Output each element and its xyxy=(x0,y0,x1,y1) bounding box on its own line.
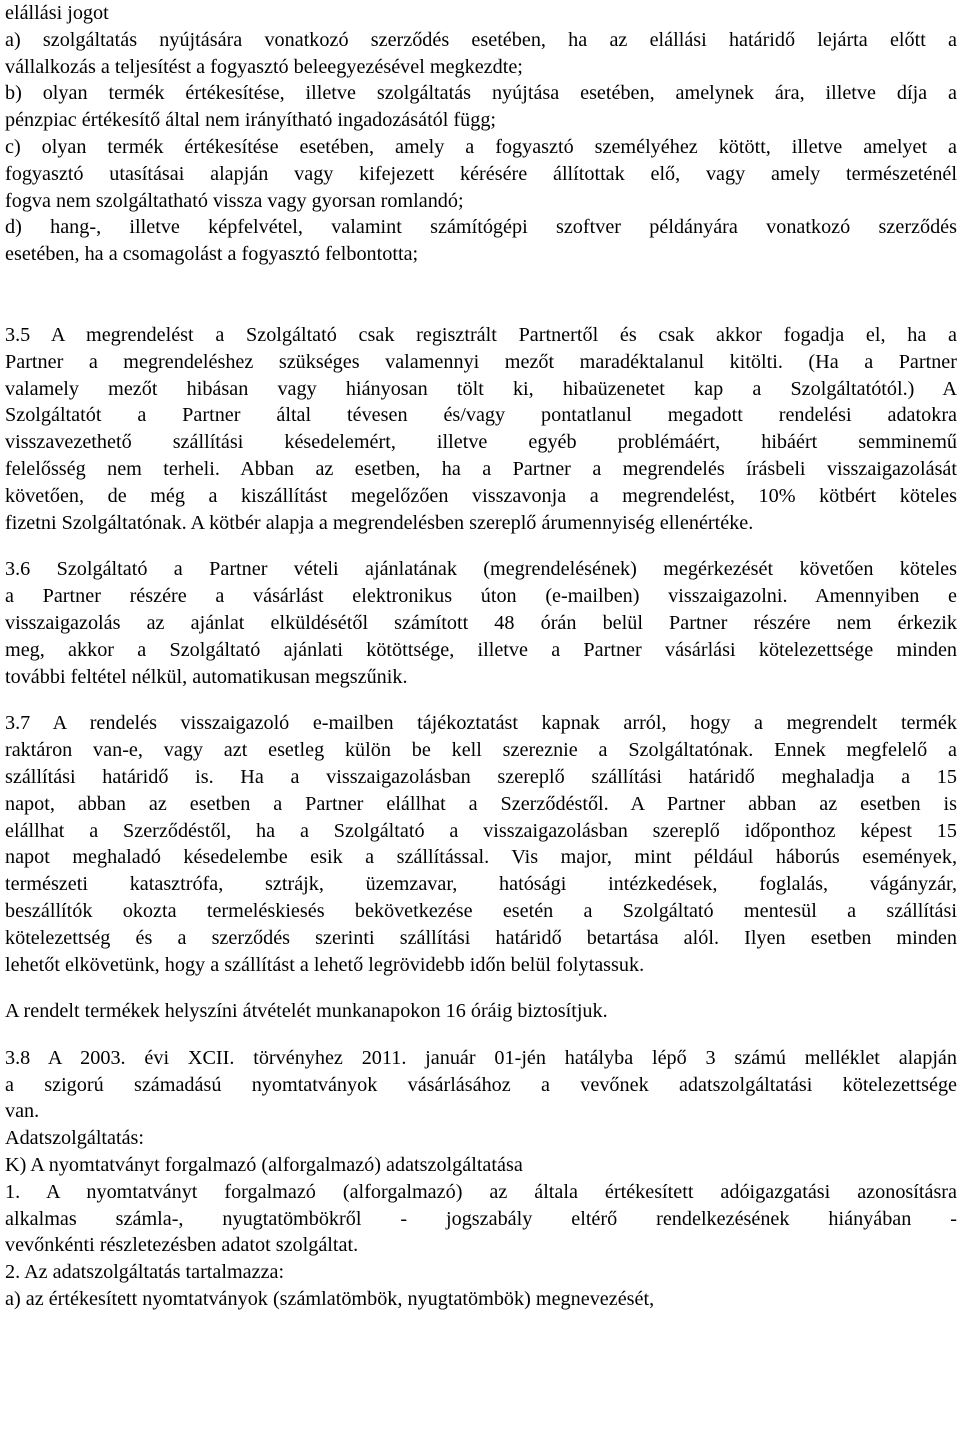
section-3-6 xyxy=(5,556,957,690)
text-line: a Partner részére a vásárlást elektronikus úton (e-mailben) visszaigazolni. Amennyiben e xyxy=(5,585,957,608)
text-line: K) A nyomtatványt forgalmazó (alforgalmazó) adatszolgáltatása xyxy=(5,1153,523,1176)
paragraph-spacer xyxy=(5,1025,957,1045)
section-3-5 xyxy=(5,322,957,536)
text-line: további feltétel nélkül, automatikusan megszűnik. xyxy=(5,665,408,688)
pickup-note-block xyxy=(5,998,957,1025)
text-line: fizetni Szolgáltatónak. A kötbér alapja a megrendelésben szereplő árumennyiség ellenértéke. xyxy=(5,511,754,534)
text-line: 2. Az adatszolgáltatás tartalmazza: xyxy=(5,1261,285,1284)
text-line: a szigorú számadású nyomtatványok vásárlásához a vevőnek adatszolgáltatási kötelezettsége xyxy=(5,1073,957,1096)
text-line: meg, akkor a Szolgáltató ajánlati kötöttsége, illetve a Partner vásárlási kötelezettsége minden xyxy=(5,638,957,661)
paragraph-spacer xyxy=(5,978,957,998)
paragraph-spacer xyxy=(5,690,957,710)
paragraph-spacer xyxy=(5,536,957,556)
text-line: pénzpiac értékesítő által nem irányítható ingadozásától függ; xyxy=(5,109,497,132)
text-line: visszavezethető szállítási késedelemért, illetve egyéb problémáért, hibáért semminemű xyxy=(5,431,957,454)
text-line: fogva nem szolgáltatható vissza vagy gyorsan romlandó; xyxy=(5,189,464,212)
text-line: esetében, ha a csomagolást a fogyasztó felbontotta; xyxy=(5,243,419,266)
text-line: elállási jogot xyxy=(5,2,109,24)
text-line: természeti katasztrófa, sztrájk, üzemzavar, hatósági intézkedések, foglalás, vágányzár, xyxy=(5,873,957,896)
text-line: alkalmas számla-, nyugtatömbökről - jogszabály eltérő rendelkezésének hiányában - xyxy=(5,1207,957,1230)
text-line: 3.5 A megrendelést a Szolgáltató csak regisztrált Partnertől és csak akkor fogadja el, ha a xyxy=(5,323,957,346)
text-line: 3.6 Szolgáltató a Partner vételi ajánlatának (megrendelésének) megérkezését követően köteles xyxy=(5,558,957,581)
text-line: raktáron van-e, vagy azt esetleg külön be kell szereznie a Szolgáltatónak. Ennek megfelelő a xyxy=(5,739,957,762)
text-line: vállalkozás a teljesítést a fogyasztó beleegyezésével megkezdte; xyxy=(5,55,523,78)
text-line: Partner a megrendeléshez szükséges valamennyi mezőt maradéktalanul kitölti. (Ha a Partner xyxy=(5,350,957,373)
text-line: a) szolgáltatás nyújtására vonatkozó szerződés esetében, ha az elállási határidő lejárta előtt a xyxy=(5,28,957,51)
section-3-8 xyxy=(5,1045,957,1313)
text-line: Szolgáltatót a Partner által tévesen és/vagy pontatlanul megadott rendelési adatokra xyxy=(5,404,957,427)
text-line: valamely mezőt hibásan vagy hiányosan tölt ki, hibaüzenetet kap a Szolgáltatótól.) A xyxy=(5,377,957,400)
text-line: 1. A nyomtatványt forgalmazó (alforgalmazó) az általa értékesített adóigazgatási azonosításra xyxy=(5,1180,957,1203)
text-line: vevőnkénti részletezésben adatot szolgáltat. xyxy=(5,1234,359,1257)
text-line: Adatszolgáltatás: xyxy=(5,1127,145,1150)
section-3-7 xyxy=(5,710,957,978)
text-line: d) hang-, illetve képfelvétel, valamint számítógépi szoftver példányára vonatkozó szerződés xyxy=(5,216,957,239)
text-line: visszaigazolás az ajánlat elküldésétől számított 48 órán belül Partner részére nem érkezik xyxy=(5,611,957,634)
text-line: van. xyxy=(5,1100,40,1123)
text-line: elállhat a Szerződéstől, ha a Szolgáltató a visszaigazolásban szereplő időponthoz képest 15 xyxy=(5,819,957,842)
paragraph-spacer xyxy=(5,268,957,322)
text-line: követően, de még a kiszállítást megelőzően visszavonja a megrendelést, 10% kötbért köteles xyxy=(5,484,957,507)
text-line: napot, abban az esetben a Partner elállhat a Szerződéstől. A Partner abban az esetben is xyxy=(5,792,957,815)
text-line: kötelezettség és a szerződés szerinti szállítási határidő betartása alól. Ilyen esetben minden xyxy=(5,926,957,949)
pickup-note: A rendelt termékek helyszíni átvételét munkanapokon 16 óráig biztosítjuk. xyxy=(5,1000,608,1023)
withdrawal-exceptions-block xyxy=(5,0,957,268)
text-line: beszállítók okozta termeléskiesés bekövetkezése esetén a Szolgáltató mentesül a szállítási xyxy=(5,899,957,922)
text-line: b) olyan termék értékesítése, illetve szolgáltatás nyújtása esetében, amelynek ára, illetve díja a xyxy=(5,82,957,105)
text-line: a) az értékesített nyomtatványok (számlatömbök, nyugtatömbök) megnevezését, xyxy=(5,1287,655,1310)
text-line: 3.8 A 2003. évi XCII. törvényhez 2011. január 01-jén hatályba lépő 3 számú melléklet alapján xyxy=(5,1046,957,1069)
text-line: napot meghaladó késedelembe esik a szállítással. Vis major, mint például háborús események, xyxy=(5,846,957,869)
text-line: fogyasztó utasításai alapján vagy kifejezett kérésére állítottak elő, vagy amely természeténél xyxy=(5,162,957,185)
text-line: felelősség nem terheli. Abban az esetben, ha a Partner a megrendelés írásbeli visszaigazolását xyxy=(5,457,957,480)
text-line: lehetőt elkövetünk, hogy a szállítást a lehető legrövidebb időn belül folytassuk. xyxy=(5,953,645,976)
text-line: c) olyan termék értékesítése esetében, amely a fogyasztó személyéhez kötött, illetve amelyet a xyxy=(5,135,957,158)
document-page xyxy=(5,0,957,1313)
text-line: szállítási határidő is. Ha a visszaigazolásban szereplő szállítási határidő meghaladja a 15 xyxy=(5,765,957,788)
text-line: 3.7 A rendelés visszaigazoló e-mailben tájékoztatást kapnak arról, hogy a megrendelt termék xyxy=(5,712,957,735)
